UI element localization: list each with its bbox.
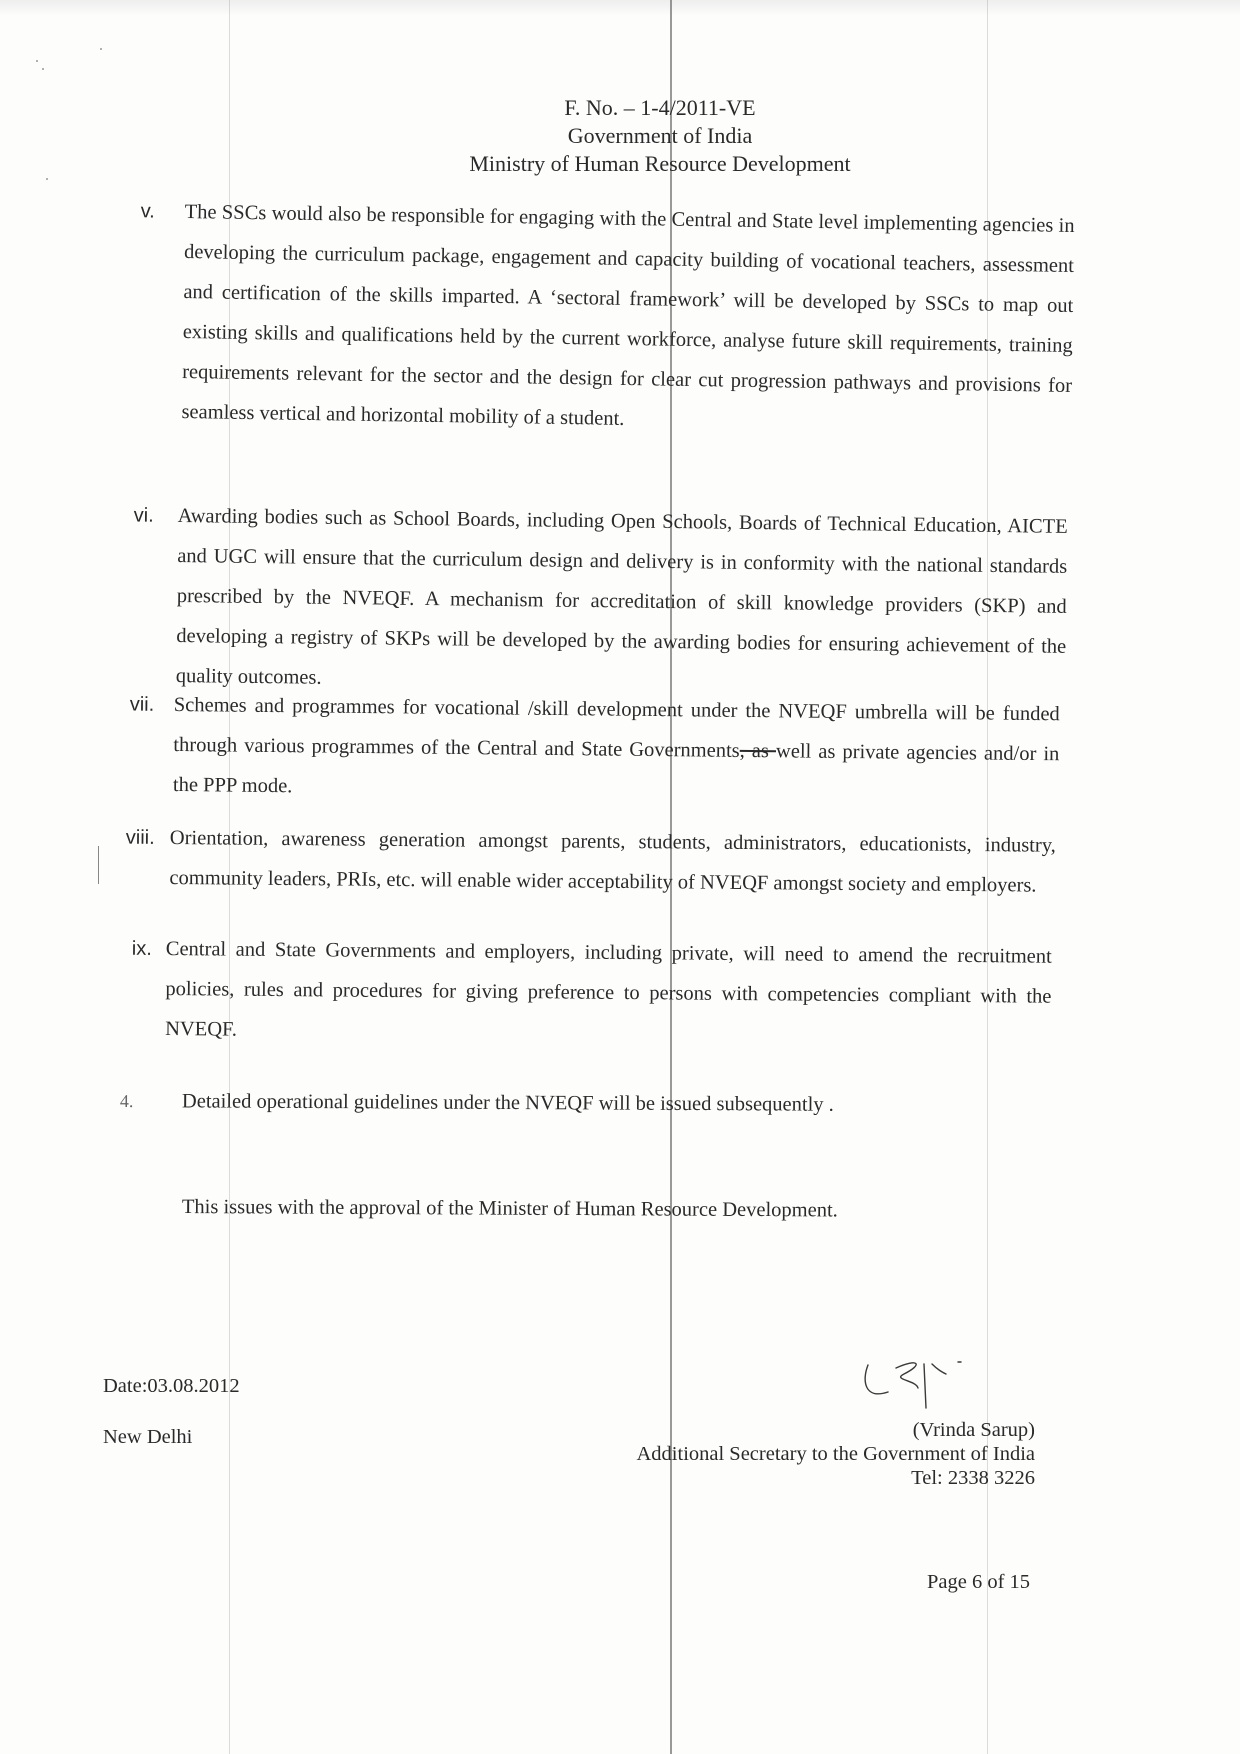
paragraph-4 [120,1090,834,1117]
ministry-title: Ministry of Human Resource Development [469,151,851,176]
clause-number: vii. [129,693,155,716]
signatory-block [637,1418,1036,1490]
signatory-phone: Tel: 2338 3226 [911,1467,1035,1489]
clause-text: well as private agencies and/or in the PPP mode. [172,740,1060,798]
file-number: F. No. – 1-4/2011-VE [564,95,756,120]
scan-speck [36,60,38,62]
paragraph-text: Detailed operational guidelines under the NVEQF will be issued subsequently . [181,1090,834,1116]
clause-vii [129,685,1060,814]
handwritten-signature [858,1350,968,1410]
approval-statement: This issues with the approval of the Minister of Human Resource Development. [181,1196,838,1222]
struck-text: , as [739,739,777,763]
scan-speck [42,68,44,70]
clause-text: Central and State Governments and employers, including private, will need to amend the recruitment policies, rules and procedures for giving preference to persons with competencies compliant with the NVEQF. [165,937,1052,1041]
clause-number: viii. [125,826,155,849]
clause-number: ix. [131,937,152,960]
clause-text: The SSCs would also be responsible for engaging with the Central and State level implementing agencies in developing the curriculum package, engagement and capacity building of vocational teachers, assessment and certification of the skills imparted. A ‘sectoral framework’ will be developed by SSCs to map out existing skills and qualifications held by the current workforce, analyse future skill requirements, training requirements relevant for the sector and the design for clear cut progression pathways and provisions for seamless vertical and horizontal mobility of a student. [181,200,1075,430]
signatory-name: (Vrinda Sarup) [912,1419,1035,1441]
issue-date: Date:03.08.2012 [103,1375,240,1397]
clause-text: Awarding bodies such as School Boards, including Open Schools, Boards of Technical Education, AICTE and UGC will ensure that the curriculum design and delivery is in conformity with the national standards prescribed by the NVEQF. A mechanism for accreditation of skill knowledge providers (SKP) and developing a registry of SKPs will be developed by the awarding bodies for ensuring achievement of the quality outcomes. [175,504,1068,689]
margin-pen-mark [98,846,99,884]
paragraph-number: 4. [119,1091,134,1112]
clause-ix [131,929,1052,1057]
signatory-designation: Additional Secretary to the Government of India [636,1443,1035,1465]
issue-place: New Delhi [103,1426,193,1448]
clause-number: vi. [133,504,154,527]
scan-top-edge [0,0,1240,16]
clause-v [140,192,1075,446]
clause-text: Orientation, awareness generation amongst parents, students, administrators, educationists, industry, community leaders, PRIs, etc. will enable wider acceptability of NVEQF amongst society and employers. [169,826,1056,897]
government-title: Government of India [567,123,753,148]
scan-speck [100,48,102,50]
page-number: Page 6 of 15 [927,1571,1031,1593]
clause-number: v. [140,200,155,223]
clause-viii [125,818,1056,906]
clause-text: Schemes and programmes for vocational /skill development under the NVEQF umbrella will be funded through various programmes of the Central and State Governments [173,693,1060,762]
scan-speck [46,178,48,180]
